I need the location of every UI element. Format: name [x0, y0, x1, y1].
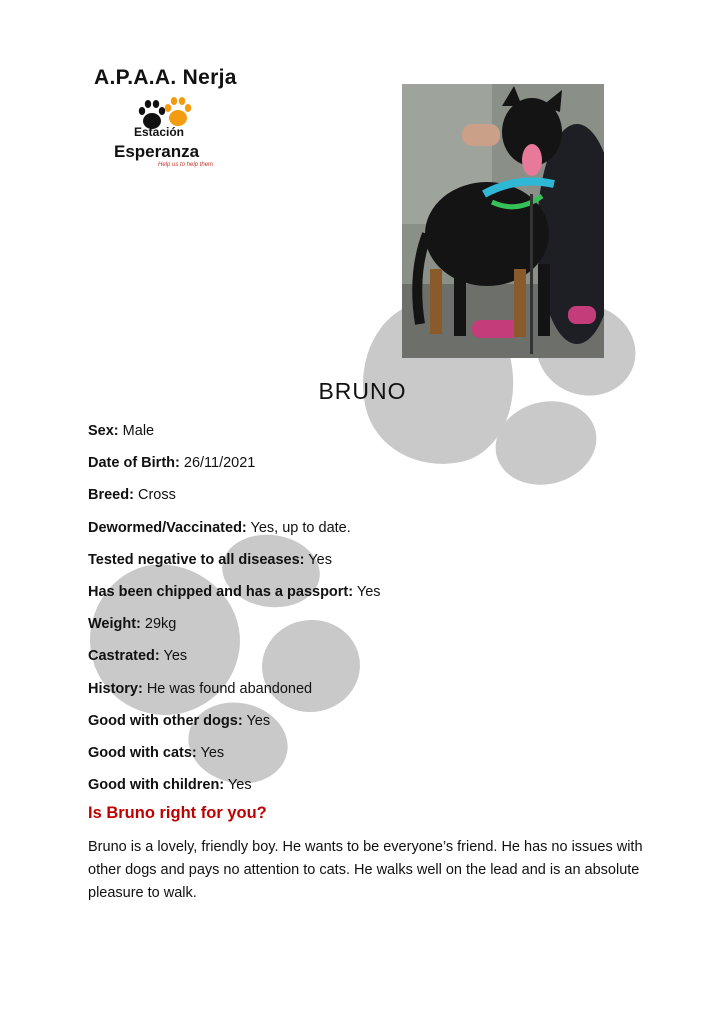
question-heading: Is Bruno right for you? [88, 804, 267, 822]
fact-history [88, 678, 648, 710]
fact-good-with-dogs [88, 710, 648, 742]
fact-label: Dewormed/Vaccinated: [88, 519, 247, 536]
fact-value: Male [122, 423, 155, 439]
fact-sex [88, 420, 648, 452]
fact-label: Good with cats: [88, 744, 197, 761]
fact-value: Yes [200, 744, 225, 761]
fact-value: Yes [227, 777, 252, 794]
fact-label: Tested negative to all diseases: [88, 551, 305, 568]
logo-subtitle: Estación [134, 125, 185, 139]
fact-label: Weight: [88, 616, 141, 633]
fact-value: Yes [246, 712, 271, 729]
dog-facts-list [88, 420, 648, 806]
fact-label: History: [88, 680, 143, 697]
logo-title: A.P.A.A. Nerja [94, 66, 237, 89]
logo-tagline: Help us to help them [158, 162, 214, 168]
dog-illustration [402, 84, 604, 358]
fact-tested-negative [88, 549, 648, 581]
fact-date-of-birth [88, 452, 648, 484]
fact-label: Sex: [88, 423, 119, 439]
fact-value: Yes [308, 551, 332, 568]
fact-label: Date of Birth: [88, 455, 180, 472]
fact-label: Good with other dogs: [88, 712, 243, 729]
fact-breed [88, 484, 648, 516]
fact-chipped-passport [88, 581, 648, 613]
fact-value: 29kg [144, 616, 177, 633]
fact-value: Yes, up to date. [250, 519, 351, 536]
fact-value: 26/11/2021 [183, 455, 256, 472]
fact-label: Has been chipped and has a passport: [88, 583, 354, 600]
organization-logo [88, 62, 238, 177]
fact-value: Yes [163, 648, 188, 665]
fact-good-with-children [88, 774, 648, 806]
logo-name: Esperanza [114, 142, 200, 161]
description-paragraph: Bruno is a lovely, friendly boy. He wants to be everyone’s friend. He has no issues with other dogs and pays no attention to cats. He walks well on the lead and is an absolute pleasure to walk. [88, 839, 643, 901]
fact-label: Castrated: [88, 648, 160, 665]
dog-name-heading: BRUNO [318, 378, 407, 404]
fact-castrated [88, 645, 648, 677]
fact-weight [88, 613, 648, 645]
fact-dewormed-vaccinated [88, 517, 648, 549]
fact-value: He was found abandoned [146, 680, 313, 697]
fact-label: Good with children: [88, 777, 225, 794]
fact-good-with-cats [88, 742, 648, 774]
fact-value: Yes [356, 583, 381, 600]
fact-value: Cross [137, 487, 176, 504]
fact-label: Breed: [88, 487, 134, 504]
dog-photo [402, 84, 604, 358]
